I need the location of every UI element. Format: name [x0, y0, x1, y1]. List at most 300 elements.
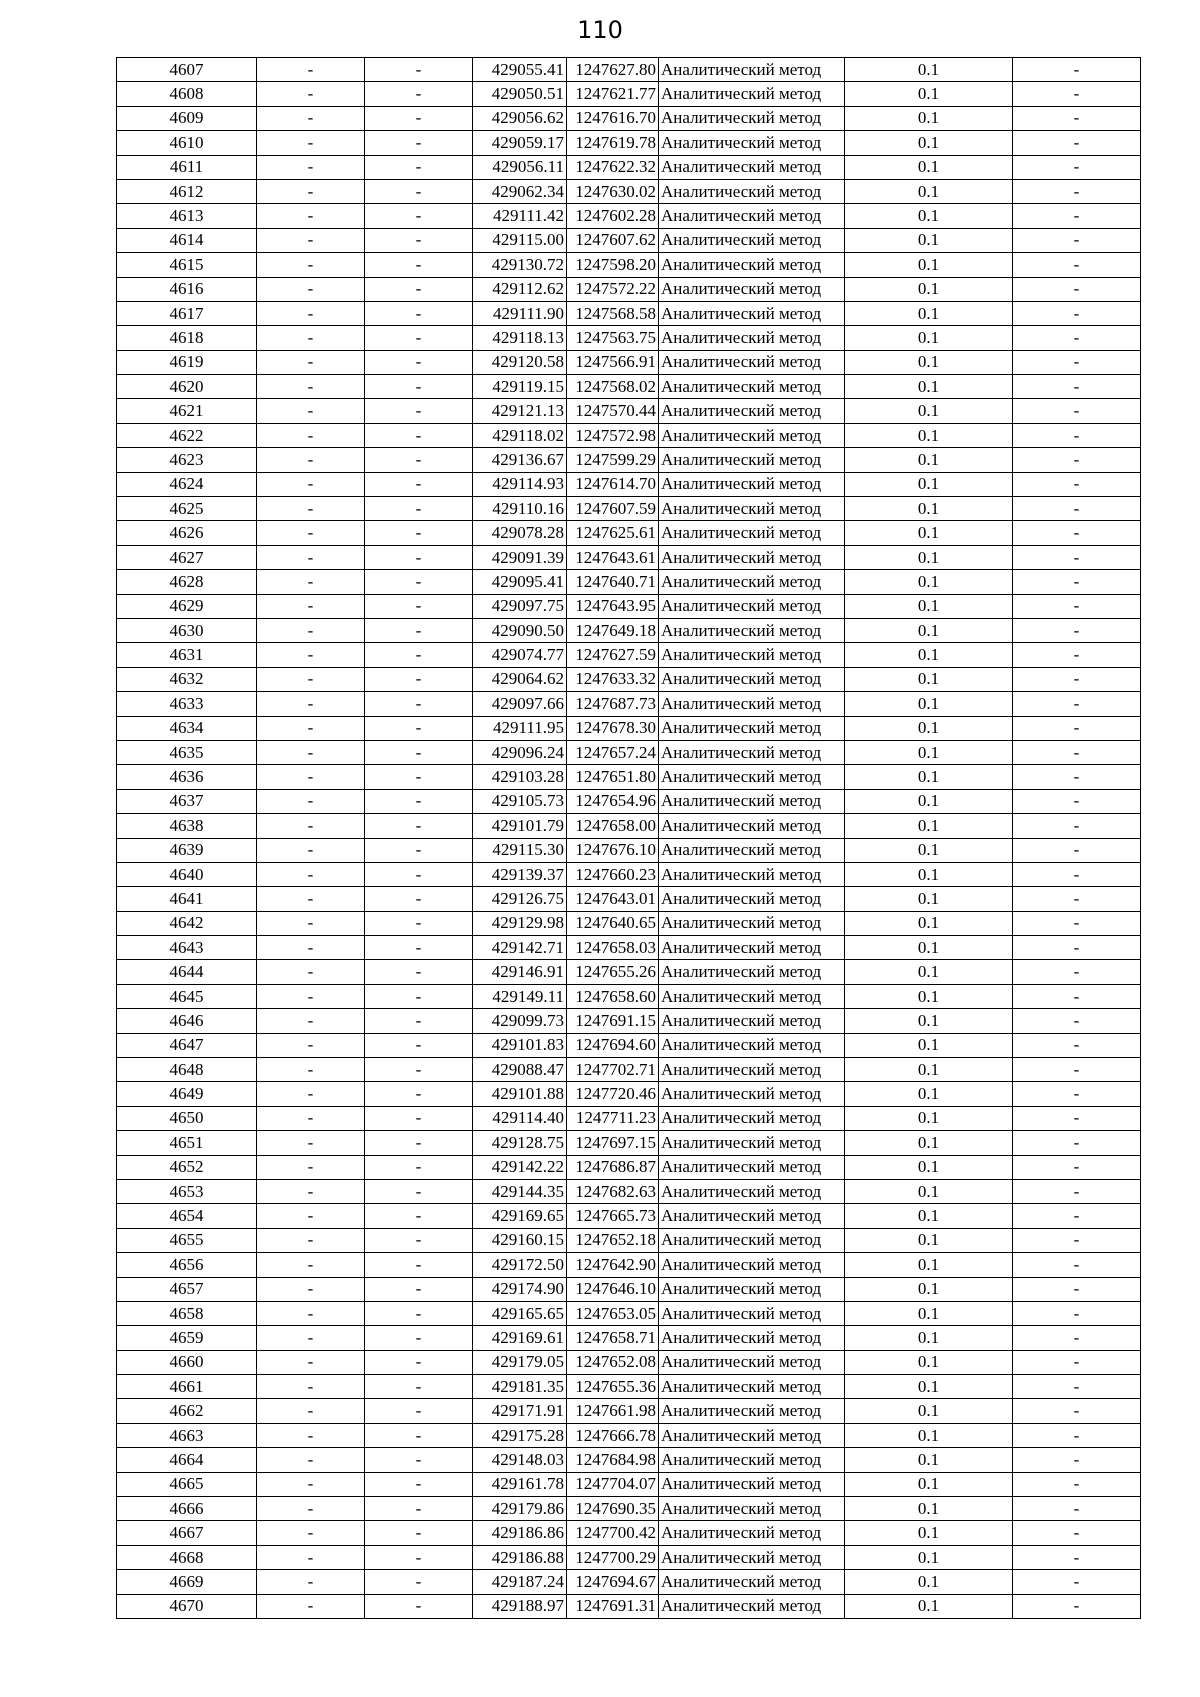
y-coordinate-cell: 1247676.10: [567, 838, 659, 862]
table-row: [117, 667, 1141, 691]
x-coordinate-cell: 429050.51: [473, 82, 567, 106]
table-row: [117, 643, 1141, 667]
empty-last-cell: -: [1013, 789, 1141, 813]
method-cell: Аналитический метод: [659, 1009, 845, 1033]
y-coordinate-cell: 1247627.80: [567, 58, 659, 82]
empty-x-old-cell: -: [257, 1594, 365, 1618]
empty-last-cell: -: [1013, 984, 1141, 1008]
method-cell: Аналитический метод: [659, 1350, 845, 1374]
method-cell: Аналитический метод: [659, 1033, 845, 1057]
empty-y-old-cell: -: [365, 350, 473, 374]
method-cell: Аналитический метод: [659, 375, 845, 399]
empty-last-cell: -: [1013, 911, 1141, 935]
method-cell: Аналитический метод: [659, 1521, 845, 1545]
empty-x-old-cell: -: [257, 936, 365, 960]
x-coordinate-cell: 429161.78: [473, 1472, 567, 1496]
empty-y-old-cell: -: [365, 448, 473, 472]
y-coordinate-cell: 1247658.71: [567, 1326, 659, 1350]
method-cell: Аналитический метод: [659, 862, 845, 886]
method-cell: Аналитический метод: [659, 1472, 845, 1496]
y-coordinate-cell: 1247643.95: [567, 594, 659, 618]
empty-y-old-cell: -: [365, 497, 473, 521]
point-number-cell: 4627: [117, 545, 257, 569]
method-cell: Аналитический метод: [659, 1399, 845, 1423]
y-coordinate-cell: 1247570.44: [567, 399, 659, 423]
empty-y-old-cell: -: [365, 204, 473, 228]
empty-last-cell: -: [1013, 131, 1141, 155]
method-cell: Аналитический метод: [659, 667, 845, 691]
table-row: [117, 936, 1141, 960]
empty-last-cell: -: [1013, 570, 1141, 594]
empty-y-old-cell: -: [365, 1155, 473, 1179]
point-number-cell: 4669: [117, 1570, 257, 1594]
point-number-cell: 4631: [117, 643, 257, 667]
point-number-cell: 4655: [117, 1228, 257, 1252]
method-cell: Аналитический метод: [659, 82, 845, 106]
empty-y-old-cell: -: [365, 1497, 473, 1521]
table-row: [117, 1277, 1141, 1301]
x-coordinate-cell: 429165.65: [473, 1301, 567, 1325]
point-number-cell: 4636: [117, 765, 257, 789]
table-row: [117, 1204, 1141, 1228]
point-number-cell: 4646: [117, 1009, 257, 1033]
empty-y-old-cell: -: [365, 1570, 473, 1594]
table-row: [117, 960, 1141, 984]
empty-y-old-cell: -: [365, 862, 473, 886]
accuracy-cell: 0.1: [845, 1106, 1013, 1130]
point-number-cell: 4661: [117, 1375, 257, 1399]
accuracy-cell: 0.1: [845, 1301, 1013, 1325]
empty-y-old-cell: -: [365, 984, 473, 1008]
point-number-cell: 4645: [117, 984, 257, 1008]
empty-x-old-cell: -: [257, 106, 365, 130]
accuracy-cell: 0.1: [845, 1058, 1013, 1082]
empty-last-cell: -: [1013, 204, 1141, 228]
method-cell: Аналитический метод: [659, 399, 845, 423]
empty-y-old-cell: -: [365, 179, 473, 203]
x-coordinate-cell: 429179.05: [473, 1350, 567, 1374]
table-row: [117, 1350, 1141, 1374]
x-coordinate-cell: 429056.62: [473, 106, 567, 130]
point-number-cell: 4621: [117, 399, 257, 423]
method-cell: Аналитический метод: [659, 1326, 845, 1350]
empty-last-cell: -: [1013, 106, 1141, 130]
point-number-cell: 4651: [117, 1131, 257, 1155]
method-cell: Аналитический метод: [659, 1082, 845, 1106]
empty-y-old-cell: -: [365, 521, 473, 545]
method-cell: Аналитический метод: [659, 789, 845, 813]
empty-last-cell: -: [1013, 594, 1141, 618]
y-coordinate-cell: 1247572.98: [567, 423, 659, 447]
empty-x-old-cell: -: [257, 375, 365, 399]
x-coordinate-cell: 429055.41: [473, 58, 567, 82]
point-number-cell: 4613: [117, 204, 257, 228]
x-coordinate-cell: 429096.24: [473, 740, 567, 764]
empty-x-old-cell: -: [257, 1570, 365, 1594]
y-coordinate-cell: 1247621.77: [567, 82, 659, 106]
accuracy-cell: 0.1: [845, 1033, 1013, 1057]
empty-x-old-cell: -: [257, 58, 365, 82]
empty-last-cell: -: [1013, 350, 1141, 374]
empty-x-old-cell: -: [257, 1009, 365, 1033]
empty-last-cell: -: [1013, 448, 1141, 472]
method-cell: Аналитический метод: [659, 1497, 845, 1521]
point-number-cell: 4608: [117, 82, 257, 106]
accuracy-cell: 0.1: [845, 253, 1013, 277]
table-row: [117, 1058, 1141, 1082]
empty-last-cell: -: [1013, 375, 1141, 399]
table-row: [117, 1253, 1141, 1277]
y-coordinate-cell: 1247691.31: [567, 1594, 659, 1618]
empty-last-cell: -: [1013, 301, 1141, 325]
accuracy-cell: 0.1: [845, 1253, 1013, 1277]
empty-y-old-cell: -: [365, 106, 473, 130]
y-coordinate-cell: 1247660.23: [567, 862, 659, 886]
point-number-cell: 4643: [117, 936, 257, 960]
accuracy-cell: 0.1: [845, 1521, 1013, 1545]
method-cell: Аналитический метод: [659, 1301, 845, 1325]
x-coordinate-cell: 429149.11: [473, 984, 567, 1008]
table-row: [117, 472, 1141, 496]
accuracy-cell: 0.1: [845, 1472, 1013, 1496]
empty-last-cell: -: [1013, 1545, 1141, 1569]
method-cell: Аналитический метод: [659, 838, 845, 862]
accuracy-cell: 0.1: [845, 1570, 1013, 1594]
method-cell: Аналитический метод: [659, 1545, 845, 1569]
empty-x-old-cell: -: [257, 911, 365, 935]
empty-y-old-cell: -: [365, 594, 473, 618]
empty-last-cell: -: [1013, 838, 1141, 862]
empty-last-cell: -: [1013, 228, 1141, 252]
y-coordinate-cell: 1247657.24: [567, 740, 659, 764]
table-row: [117, 545, 1141, 569]
empty-x-old-cell: -: [257, 643, 365, 667]
y-coordinate-cell: 1247649.18: [567, 618, 659, 642]
empty-y-old-cell: -: [365, 228, 473, 252]
empty-y-old-cell: -: [365, 155, 473, 179]
empty-last-cell: -: [1013, 618, 1141, 642]
empty-x-old-cell: -: [257, 862, 365, 886]
empty-y-old-cell: -: [365, 1009, 473, 1033]
empty-x-old-cell: -: [257, 1399, 365, 1423]
empty-x-old-cell: -: [257, 594, 365, 618]
accuracy-cell: 0.1: [845, 423, 1013, 447]
empty-x-old-cell: -: [257, 1301, 365, 1325]
empty-x-old-cell: -: [257, 1253, 365, 1277]
empty-x-old-cell: -: [257, 716, 365, 740]
method-cell: Аналитический метод: [659, 448, 845, 472]
accuracy-cell: 0.1: [845, 228, 1013, 252]
empty-x-old-cell: -: [257, 789, 365, 813]
point-number-cell: 4653: [117, 1179, 257, 1203]
empty-x-old-cell: -: [257, 204, 365, 228]
empty-last-cell: -: [1013, 1472, 1141, 1496]
table-row: [117, 911, 1141, 935]
empty-x-old-cell: -: [257, 350, 365, 374]
empty-last-cell: -: [1013, 716, 1141, 740]
empty-x-old-cell: -: [257, 399, 365, 423]
empty-y-old-cell: -: [365, 301, 473, 325]
y-coordinate-cell: 1247652.08: [567, 1350, 659, 1374]
empty-y-old-cell: -: [365, 887, 473, 911]
accuracy-cell: 0.1: [845, 1204, 1013, 1228]
method-cell: Аналитический метод: [659, 1423, 845, 1447]
x-coordinate-cell: 429169.61: [473, 1326, 567, 1350]
accuracy-cell: 0.1: [845, 887, 1013, 911]
x-coordinate-cell: 429103.28: [473, 765, 567, 789]
empty-last-cell: -: [1013, 692, 1141, 716]
accuracy-cell: 0.1: [845, 594, 1013, 618]
empty-y-old-cell: -: [365, 277, 473, 301]
point-number-cell: 4612: [117, 179, 257, 203]
empty-last-cell: -: [1013, 862, 1141, 886]
accuracy-cell: 0.1: [845, 155, 1013, 179]
table-row: [117, 1399, 1141, 1423]
point-number-cell: 4629: [117, 594, 257, 618]
empty-x-old-cell: -: [257, 570, 365, 594]
empty-y-old-cell: -: [365, 789, 473, 813]
accuracy-cell: 0.1: [845, 643, 1013, 667]
x-coordinate-cell: 429099.73: [473, 1009, 567, 1033]
empty-x-old-cell: -: [257, 667, 365, 691]
y-coordinate-cell: 1247690.35: [567, 1497, 659, 1521]
x-coordinate-cell: 429120.58: [473, 350, 567, 374]
point-number-cell: 4620: [117, 375, 257, 399]
table-row: [117, 692, 1141, 716]
accuracy-cell: 0.1: [845, 277, 1013, 301]
table-row: [117, 1131, 1141, 1155]
empty-last-cell: -: [1013, 1301, 1141, 1325]
x-coordinate-cell: 429175.28: [473, 1423, 567, 1447]
accuracy-cell: 0.1: [845, 862, 1013, 886]
empty-y-old-cell: -: [365, 58, 473, 82]
y-coordinate-cell: 1247602.28: [567, 204, 659, 228]
method-cell: Аналитический метод: [659, 326, 845, 350]
y-coordinate-cell: 1247691.15: [567, 1009, 659, 1033]
point-number-cell: 4628: [117, 570, 257, 594]
table-row: [117, 838, 1141, 862]
accuracy-cell: 0.1: [845, 1350, 1013, 1374]
accuracy-cell: 0.1: [845, 375, 1013, 399]
point-number-cell: 4650: [117, 1106, 257, 1130]
method-cell: Аналитический метод: [659, 692, 845, 716]
y-coordinate-cell: 1247687.73: [567, 692, 659, 716]
empty-x-old-cell: -: [257, 1106, 365, 1130]
y-coordinate-cell: 1247702.71: [567, 1058, 659, 1082]
accuracy-cell: 0.1: [845, 1179, 1013, 1203]
point-number-cell: 4668: [117, 1545, 257, 1569]
table-row: [117, 179, 1141, 203]
x-coordinate-cell: 429142.71: [473, 936, 567, 960]
empty-x-old-cell: -: [257, 692, 365, 716]
empty-last-cell: -: [1013, 1009, 1141, 1033]
y-coordinate-cell: 1247572.22: [567, 277, 659, 301]
accuracy-cell: 0.1: [845, 1131, 1013, 1155]
x-coordinate-cell: 429174.90: [473, 1277, 567, 1301]
x-coordinate-cell: 429110.16: [473, 497, 567, 521]
empty-x-old-cell: -: [257, 1521, 365, 1545]
empty-x-old-cell: -: [257, 1155, 365, 1179]
empty-y-old-cell: -: [365, 667, 473, 691]
accuracy-cell: 0.1: [845, 765, 1013, 789]
accuracy-cell: 0.1: [845, 399, 1013, 423]
empty-last-cell: -: [1013, 1106, 1141, 1130]
method-cell: Аналитический метод: [659, 131, 845, 155]
empty-last-cell: -: [1013, 936, 1141, 960]
x-coordinate-cell: 429186.88: [473, 1545, 567, 1569]
accuracy-cell: 0.1: [845, 326, 1013, 350]
accuracy-cell: 0.1: [845, 1594, 1013, 1618]
y-coordinate-cell: 1247566.91: [567, 350, 659, 374]
method-cell: Аналитический метод: [659, 1570, 845, 1594]
empty-y-old-cell: -: [365, 1106, 473, 1130]
table-row: [117, 862, 1141, 886]
method-cell: Аналитический метод: [659, 1155, 845, 1179]
method-cell: Аналитический метод: [659, 1204, 845, 1228]
empty-y-old-cell: -: [365, 765, 473, 789]
empty-x-old-cell: -: [257, 1375, 365, 1399]
empty-last-cell: -: [1013, 1253, 1141, 1277]
point-number-cell: 4637: [117, 789, 257, 813]
y-coordinate-cell: 1247694.67: [567, 1570, 659, 1594]
method-cell: Аналитический метод: [659, 204, 845, 228]
empty-y-old-cell: -: [365, 716, 473, 740]
accuracy-cell: 0.1: [845, 570, 1013, 594]
point-number-cell: 4622: [117, 423, 257, 447]
accuracy-cell: 0.1: [845, 1326, 1013, 1350]
y-coordinate-cell: 1247655.26: [567, 960, 659, 984]
empty-y-old-cell: -: [365, 1253, 473, 1277]
method-cell: Аналитический метод: [659, 1253, 845, 1277]
empty-x-old-cell: -: [257, 1497, 365, 1521]
point-number-cell: 4639: [117, 838, 257, 862]
table-row: [117, 814, 1141, 838]
table-row: [117, 301, 1141, 325]
empty-y-old-cell: -: [365, 1399, 473, 1423]
empty-last-cell: -: [1013, 1058, 1141, 1082]
table-row: [117, 1448, 1141, 1472]
empty-x-old-cell: -: [257, 1350, 365, 1374]
empty-last-cell: -: [1013, 326, 1141, 350]
method-cell: Аналитический метод: [659, 936, 845, 960]
empty-x-old-cell: -: [257, 1326, 365, 1350]
x-coordinate-cell: 429078.28: [473, 521, 567, 545]
accuracy-cell: 0.1: [845, 301, 1013, 325]
empty-y-old-cell: -: [365, 911, 473, 935]
accuracy-cell: 0.1: [845, 936, 1013, 960]
point-number-cell: 4640: [117, 862, 257, 886]
accuracy-cell: 0.1: [845, 472, 1013, 496]
y-coordinate-cell: 1247700.42: [567, 1521, 659, 1545]
point-number-cell: 4670: [117, 1594, 257, 1618]
point-number-cell: 4614: [117, 228, 257, 252]
table-row: [117, 1082, 1141, 1106]
y-coordinate-cell: 1247627.59: [567, 643, 659, 667]
empty-x-old-cell: -: [257, 765, 365, 789]
empty-x-old-cell: -: [257, 984, 365, 1008]
empty-last-cell: -: [1013, 545, 1141, 569]
method-cell: Аналитический метод: [659, 618, 845, 642]
empty-x-old-cell: -: [257, 838, 365, 862]
point-number-cell: 4623: [117, 448, 257, 472]
y-coordinate-cell: 1247684.98: [567, 1448, 659, 1472]
x-coordinate-cell: 429188.97: [473, 1594, 567, 1618]
accuracy-cell: 0.1: [845, 545, 1013, 569]
x-coordinate-cell: 429146.91: [473, 960, 567, 984]
empty-last-cell: -: [1013, 1497, 1141, 1521]
x-coordinate-cell: 429090.50: [473, 618, 567, 642]
empty-y-old-cell: -: [365, 1228, 473, 1252]
y-coordinate-cell: 1247616.70: [567, 106, 659, 130]
point-number-cell: 4649: [117, 1082, 257, 1106]
method-cell: Аналитический метод: [659, 497, 845, 521]
y-coordinate-cell: 1247697.15: [567, 1131, 659, 1155]
empty-y-old-cell: -: [365, 1472, 473, 1496]
point-number-cell: 4630: [117, 618, 257, 642]
point-number-cell: 4656: [117, 1253, 257, 1277]
y-coordinate-cell: 1247661.98: [567, 1399, 659, 1423]
empty-y-old-cell: -: [365, 1082, 473, 1106]
empty-x-old-cell: -: [257, 326, 365, 350]
empty-y-old-cell: -: [365, 936, 473, 960]
point-number-cell: 4618: [117, 326, 257, 350]
table-row: [117, 375, 1141, 399]
empty-x-old-cell: -: [257, 1179, 365, 1203]
empty-y-old-cell: -: [365, 253, 473, 277]
x-coordinate-cell: 429181.35: [473, 1375, 567, 1399]
empty-last-cell: -: [1013, 423, 1141, 447]
method-cell: Аналитический метод: [659, 1375, 845, 1399]
empty-x-old-cell: -: [257, 301, 365, 325]
accuracy-cell: 0.1: [845, 1082, 1013, 1106]
x-coordinate-cell: 429074.77: [473, 643, 567, 667]
accuracy-cell: 0.1: [845, 497, 1013, 521]
method-cell: Аналитический метод: [659, 984, 845, 1008]
x-coordinate-cell: 429130.72: [473, 253, 567, 277]
method-cell: Аналитический метод: [659, 253, 845, 277]
empty-x-old-cell: -: [257, 1131, 365, 1155]
y-coordinate-cell: 1247568.58: [567, 301, 659, 325]
x-coordinate-cell: 429128.75: [473, 1131, 567, 1155]
y-coordinate-cell: 1247622.32: [567, 155, 659, 179]
empty-y-old-cell: -: [365, 1594, 473, 1618]
y-coordinate-cell: 1247640.71: [567, 570, 659, 594]
accuracy-cell: 0.1: [845, 1545, 1013, 1569]
method-cell: Аналитический метод: [659, 1594, 845, 1618]
empty-x-old-cell: -: [257, 887, 365, 911]
accuracy-cell: 0.1: [845, 960, 1013, 984]
table-row: [117, 1179, 1141, 1203]
x-coordinate-cell: 429114.40: [473, 1106, 567, 1130]
empty-y-old-cell: -: [365, 838, 473, 862]
table-row: [117, 740, 1141, 764]
table-row: [117, 497, 1141, 521]
empty-y-old-cell: -: [365, 1350, 473, 1374]
empty-y-old-cell: -: [365, 1448, 473, 1472]
method-cell: Аналитический метод: [659, 277, 845, 301]
empty-last-cell: -: [1013, 399, 1141, 423]
y-coordinate-cell: 1247640.65: [567, 911, 659, 935]
table-row: [117, 58, 1141, 82]
table-row: [117, 1301, 1141, 1325]
y-coordinate-cell: 1247658.03: [567, 936, 659, 960]
point-number-cell: 4617: [117, 301, 257, 325]
accuracy-cell: 0.1: [845, 667, 1013, 691]
empty-x-old-cell: -: [257, 1228, 365, 1252]
method-cell: Аналитический метод: [659, 814, 845, 838]
table-row: [117, 1228, 1141, 1252]
empty-x-old-cell: -: [257, 228, 365, 252]
